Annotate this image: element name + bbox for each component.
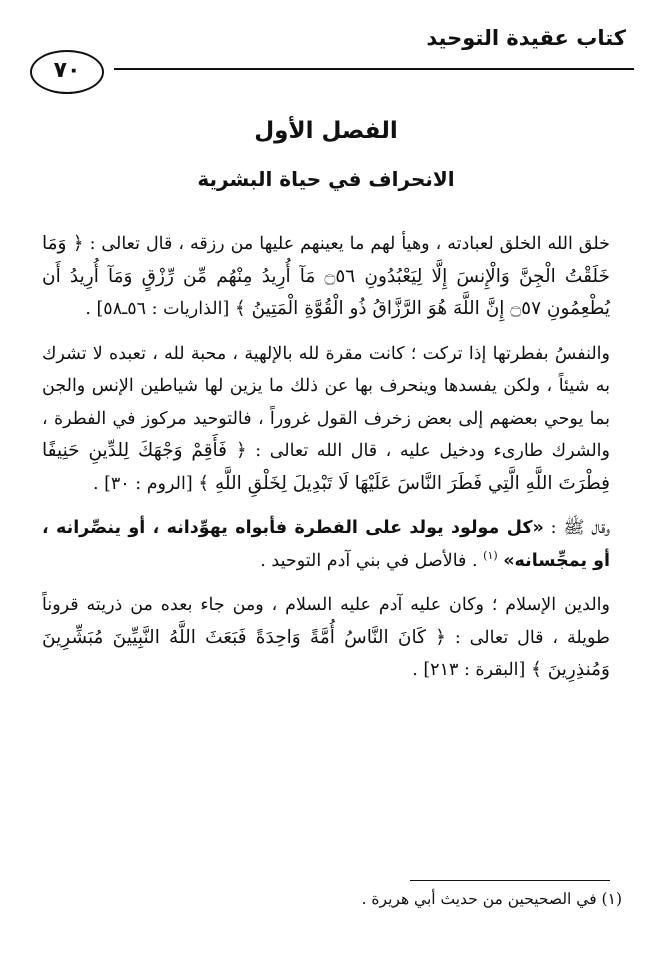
verse-citation: [البقرة : ٢١٣] . — [412, 660, 526, 680]
quran-verse: ﴿ كَانَ النَّاسُ أُمَّةً وَاحِدَةً فَبَعَثَ اللَّهُ النَّبِيِّينَ مُبَشِّرِينَ وَمُنذِرِينَ ﴾ — [42, 626, 610, 680]
footnote-reference[interactable]: (١) — [483, 548, 498, 562]
paragraph-text: خلق الله الخلق لعبادته ، وهيأ لهم ما يعينهم عليها من رزقه ، قال تعالى : — [83, 234, 611, 254]
verse-citation: [الذاريات : ٥٦ـ٥٨] . — [85, 299, 230, 319]
body-text — [42, 228, 610, 687]
book-title: كتاب عقيدة التوحيد — [426, 26, 626, 50]
quran-verse: ﴿ وَمَا خَلَقْتُ الْجِنَّ وَالْإِنسَ إِلَّا لِيَعْبُدُونِ ۝٥٦ مَآ أُرِيدُ مِنْهُم مِّن رِّزْقٍ وَمَآ أُرِيدُ أَن يُطْعِمُونِ ۝٥٧ إِنَّ اللَّهَ هُوَ الرَّزَّاقُ ذُو الْقُوَّةِ الْمَتِينُ ﴾ — [42, 233, 610, 319]
verse-citation: [الروم : ٣٠] . — [92, 473, 193, 494]
paragraph-text: وقال ﷺ : — [543, 518, 611, 538]
paragraph-hadith — [42, 512, 610, 577]
paragraph-text: والدين الإسلام ؛ وكان عليه آدم عليه السلام ، ومن جاء بعده من ذريته قروناً طويلة ، قال تعالى : — [42, 595, 610, 648]
header-rule — [114, 68, 634, 70]
paragraph-creation — [42, 228, 610, 326]
paragraph-text: . فالأصل في بني آدم التوحيد . — [260, 550, 478, 571]
page-number: ٧٠ — [30, 50, 104, 94]
paragraph-islam — [42, 589, 610, 687]
paragraph-fitrah — [42, 338, 610, 501]
section-title: الانحراف في حياة البشرية — [197, 167, 455, 191]
footnote-rule — [410, 880, 610, 881]
hadith-quote: «كل مولود يولد على الفطرة فأبواه يهوِّدانه ، أو ينصِّرانه ، أو يمجِّسانه» — [42, 518, 610, 571]
paragraph-text: والنفسُ بفطرتها إذا تركت ؛ كانت مقرة لله بالإلهية ، محبة لله ، تعبده لا تشرك به شيئاً ، ولكن يفسدها وينحرف بها عن ذلك ما يزين لها شياطين الإنس والجن بما يوحي بعضهم إلى بعض زخرف القول غروراً ، فالتوحيد مركوز في الفطرة ، والشرك طارىء ودخيل عليه ، قال الله تعالى : — [42, 343, 610, 461]
running-header — [20, 18, 634, 98]
quran-verse: ﴿ فَأَقِمْ وَجْهَكَ لِلدِّينِ حَنِيفًا فِطْرَتَ اللَّهِ الَّتِي فَطَرَ النَّاسَ عَلَيْهَا لَا تَبْدِيلَ لِخَلْقِ اللَّهِ ﴾ — [42, 440, 610, 494]
chapter-title: الفصل الأول — [254, 118, 398, 144]
footnote: (١) في الصحيحين من حديث أبي هريرة . — [361, 890, 622, 908]
